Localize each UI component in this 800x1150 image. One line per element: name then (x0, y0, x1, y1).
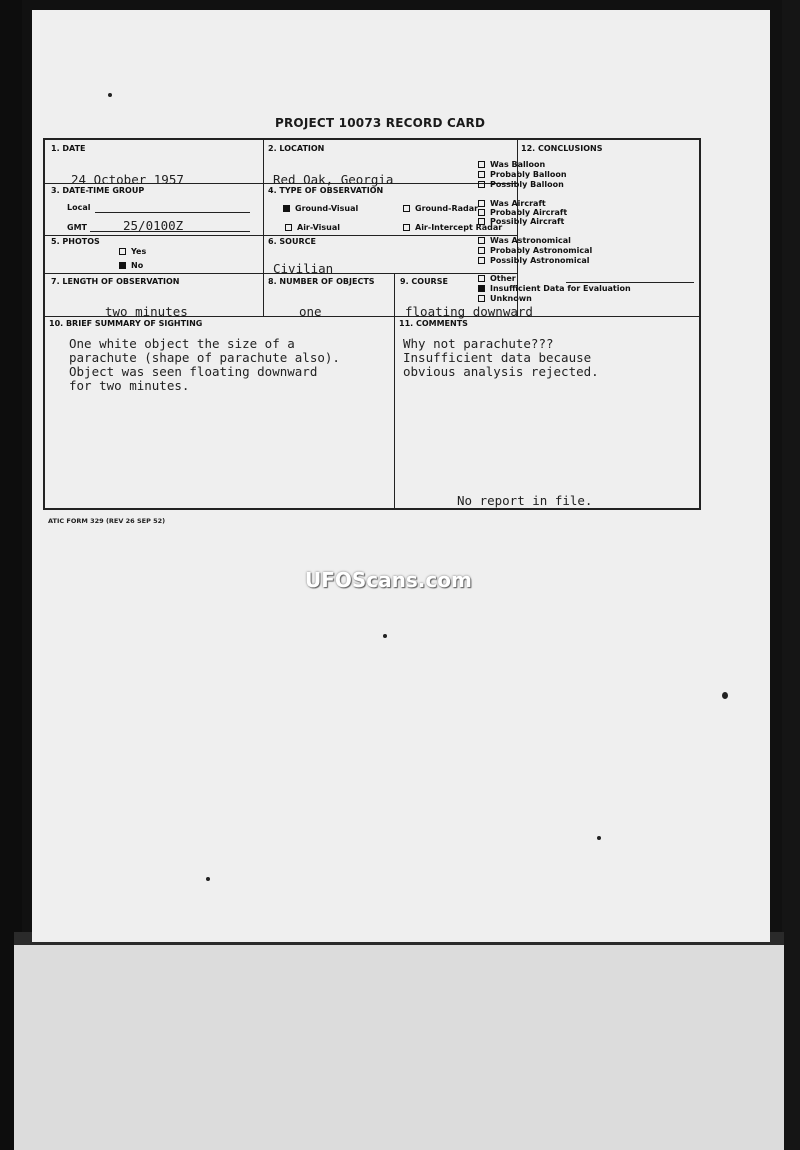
conclusion-probably-aircraft: Probably Aircraft (478, 208, 567, 217)
objects-value: one (299, 304, 322, 319)
form-footer: ATIC FORM 329 (REV 26 SEP 52) (48, 517, 166, 525)
conclusion-was-balloon: Was Balloon (478, 160, 545, 169)
date-label: 1. DATE (51, 144, 86, 153)
option-ground-radar: Ground-Radar (403, 204, 478, 213)
option-photos-yes: Yes (119, 247, 146, 256)
course-label: 9. COURSE (400, 277, 448, 286)
checkbox-icon (478, 161, 485, 168)
dtg-label: 3. DATE-TIME GROUP (51, 186, 145, 195)
conclusion-was-astronomical: Was Astronomical (478, 236, 571, 245)
location-label: 2. LOCATION (268, 144, 325, 153)
checkbox-icon (478, 218, 485, 225)
comments-line: Why not parachute??? (403, 336, 554, 351)
option-ground-visual: Ground-Visual (283, 204, 358, 213)
dtg-local-label: Local (67, 203, 91, 212)
date-value: 24 October 1957 (71, 172, 184, 187)
scan-speck (597, 836, 601, 840)
summary-line: Object was seen floating downward (69, 364, 318, 379)
checkbox-icon (478, 181, 485, 188)
checkbox-icon (478, 247, 485, 254)
checkbox-checked-icon (283, 205, 290, 212)
conclusion-unknown: Unknown (478, 294, 532, 303)
conclusion-was-aircraft: Was Aircraft (478, 199, 546, 208)
scan-speck (383, 634, 387, 638)
option-air-intercept-radar: Air-Intercept Radar (403, 223, 502, 232)
summary-line: parachute (shape of parachute also). (69, 350, 340, 365)
checkbox-icon (478, 257, 485, 264)
scan-edge-right (782, 0, 800, 1150)
conclusion-possibly-balloon: Possibly Balloon (478, 180, 564, 189)
conclusions-label: 12. CONCLUSIONS (521, 144, 603, 153)
checkbox-icon (478, 237, 485, 244)
option-air-visual: Air-Visual (285, 223, 340, 232)
checkbox-icon (285, 224, 292, 231)
conclusion-probably-balloon: Probably Balloon (478, 170, 567, 179)
checkbox-icon (403, 224, 410, 231)
row-divider (45, 235, 517, 236)
checkbox-icon (478, 200, 485, 207)
col-divider (263, 140, 264, 316)
dtg-local-line (95, 212, 250, 213)
summary-label: 10. BRIEF SUMMARY OF SIGHTING (49, 319, 203, 328)
checkbox-icon (478, 209, 485, 216)
scan-speck (206, 877, 210, 881)
checkbox-icon (119, 248, 126, 255)
photos-label: 5. PHOTOS (51, 237, 100, 246)
option-photos-no: No (119, 261, 143, 270)
conclusion-possibly-aircraft: Possibly Aircraft (478, 217, 564, 226)
checkbox-checked-icon (119, 262, 126, 269)
col-divider (394, 273, 395, 316)
scan-speck (108, 93, 112, 97)
scan-speck (722, 692, 728, 699)
conclusion-insufficient-data: Insufficient Data for Evaluation (478, 284, 631, 293)
dtg-gmt-value: 25/0100Z (123, 218, 184, 233)
conclusion-possibly-astronomical: Possibly Astronomical (478, 256, 589, 265)
checkbox-checked-icon (478, 285, 485, 292)
summary-line: for two minutes. (69, 378, 190, 393)
dtg-gmt-label: GMT (67, 223, 87, 232)
checkbox-icon (403, 205, 410, 212)
comments-line: Insufficient data because (403, 350, 592, 365)
length-label: 7. LENGTH OF OBSERVATION (51, 277, 180, 286)
checkbox-icon (478, 295, 485, 302)
checkbox-icon (478, 275, 485, 282)
location-value: Red Oak, Georgia (273, 172, 394, 187)
comments-line: obvious analysis rejected. (403, 364, 599, 379)
length-value: two minutes (105, 304, 188, 319)
watermark: UFOScans.com (305, 568, 472, 592)
conclusion-other-line (566, 282, 694, 283)
source-value: Civilian (273, 261, 334, 276)
conclusion-probably-astronomical: Probably Astronomical (478, 246, 592, 255)
scan-bottom-margin (14, 945, 784, 1150)
objects-label: 8. NUMBER OF OBJECTS (268, 277, 375, 286)
comments-note: No report in file. (457, 493, 593, 508)
course-value: floating downward (405, 304, 533, 319)
source-label: 6. SOURCE (268, 237, 316, 246)
card-title: PROJECT 10073 RECORD CARD (275, 116, 486, 130)
record-card (43, 138, 701, 510)
comments-label: 11. COMMENTS (399, 319, 468, 328)
checkbox-icon (478, 171, 485, 178)
observation-type-label: 4. TYPE OF OBSERVATION (268, 186, 384, 195)
conclusion-other: Other (478, 274, 516, 283)
summary-line: One white object the size of a (69, 336, 295, 351)
